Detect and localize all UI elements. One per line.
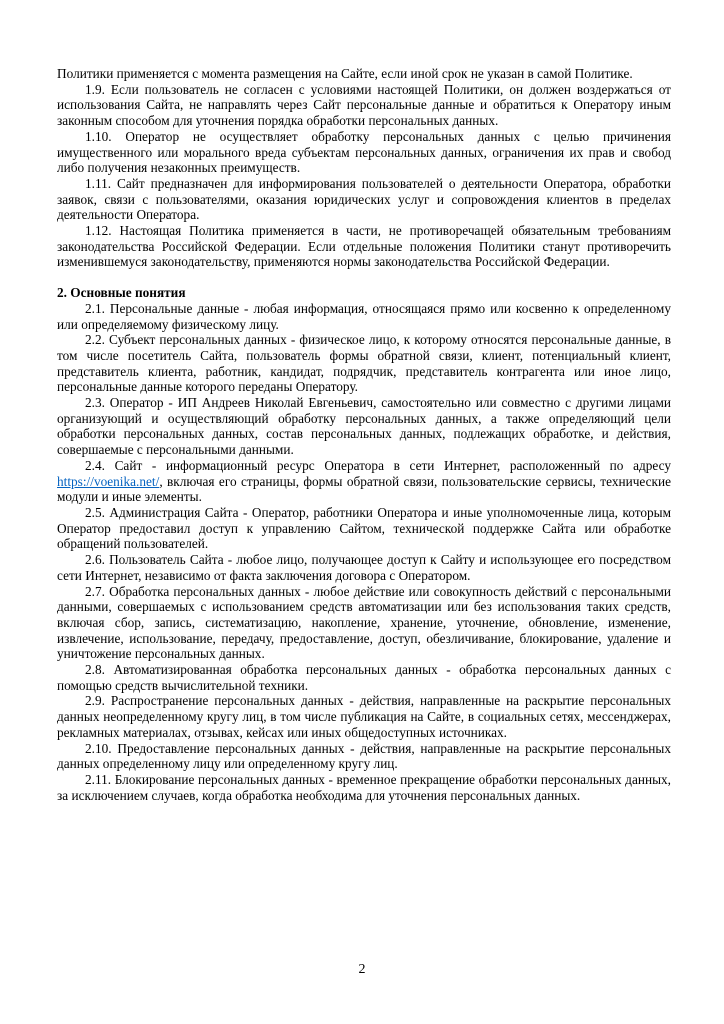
section-heading: 2. Основные понятия <box>57 285 186 301</box>
definition-2-4 <box>57 458 671 505</box>
definition-2-2: 2.2. Субъект персональных данных - физическое лицо, к которому относятся персональные данные, в том числе посетитель Сайта, пользователь формы обратной связи, клиент, потенциальный клиент, представитель клиента, работник, кандидат, подрядчик, представитель контрагента или иное лицо, персональные данные которого переданы Оператору. <box>57 332 671 395</box>
definition-2-9: 2.9. Распространение персональных данных - действия, направленные на раскрытие персональных данных неопределенному кругу лиц, в том числе публикация на Сайте, в социальных сетях, мессенджерах, рекламных материалах, отзывах, кейсах или иных общедоступных источниках. <box>57 693 671 740</box>
definition-2-10: 2.10. Предоставление персональных данных - действия, направленные на раскрытие персональных данных определенному лицу или определенному кругу лиц. <box>57 740 671 772</box>
paragraph-1-11: 1.11. Сайт предназначен для информирования пользователей о деятельности Оператора, обработки заявок, связи с пользователями, оказания юридических услуг и сопровождения клиентов в пределах деятельности Оператора. <box>57 175 671 223</box>
definition-2-5: 2.5. Администрация Сайта - Оператор, работники Оператора и иные уполномоченные лица, которым Оператор предоставил доступ к управлению Сайтом, технической поддержке Сайта или обработке обращений пользователей. <box>57 504 671 552</box>
definition-2-8: 2.8. Автоматизированная обработка персональных данных - обработка персональных данных с помощью средств вычислительной техники. <box>57 662 671 693</box>
paragraph-continuation: Политики применяется с момента размещения на Сайте, если иной срок не указан в самой Политике. <box>57 66 633 81</box>
paragraph-1-10: 1.10. Оператор не осуществляет обработку персональных данных с целью причинения имущественного или морального вреда субъектам персональных данных, ограничения их прав и свобод либо получения незаконных преимуществ. <box>57 128 671 176</box>
definition-2-11: 2.11. Блокирование персональных данных - временное прекращение обработки персональных данных, за исключением случаев, когда обработка необходима для уточнения персональных данных. <box>57 771 671 803</box>
definition-2-1: 2.1. Персональные данные - любая информация, относящаяся прямо или косвенно к определенному или определяемому физическому лицу. <box>57 300 671 332</box>
page-number: 2 <box>358 962 366 977</box>
site-url-link[interactable]: https://voenika.net/ <box>57 473 160 489</box>
definition-2-4-text-start: 2.4. Сайт - информационный ресурс Оператора в сети Интернет, расположенный по адресу <box>85 457 671 473</box>
definition-2-4-text-end: , включая его страницы, формы обратной связи, пользовательские сервисы, технические модули и иные элементы. <box>57 473 671 505</box>
definition-2-3: 2.3. Оператор - ИП Андреев Николай Евгеньевич, самостоятельно или совместно с другими лицами организующий и осуществляющий обработку персональных данных, а также определяющий цели обработки персональных данных, состав персональных данных, подлежащих обработке, и действия, совершаемые с персональными данными. <box>57 395 671 458</box>
definition-2-7: 2.7. Обработка персональных данных - любое действие или совокупность действий с персональными данными, совершаемых с использованием средств автоматизации или без использования таких средств, включая сбор, запись, систематизацию, накопление, хранение, уточнение, обновление, изменение, извлечение, использование, передачу, предоставление, доступ, обезличивание, блокирование, удаление и уничтожение персональных данных. <box>57 583 671 662</box>
paragraph-1-9: 1.9. Если пользователь не согласен с условиями настоящей Политики, он должен воздержаться от использования Сайта, не направлять через Сайт персональные данные и обратиться к Оператору иным законным способом для уточнения порядка обработки персональных данных. <box>57 81 671 129</box>
definition-2-6: 2.6. Пользователь Сайта - любое лицо, получающее доступ к Сайту и использующее его посредством сети Интернет, независимо от факта заключения договора с Оператором. <box>57 552 671 583</box>
document-page <box>57 66 671 803</box>
paragraph-1-12: 1.12. Настоящая Политика применяется в части, не противоречащей обязательным требованиям законодательства Российской Федерации. Если отдельные положения Политики станут противоречить изменившемуся законодательству, применяются нормы законодательства Российской Федерации. <box>57 223 671 270</box>
